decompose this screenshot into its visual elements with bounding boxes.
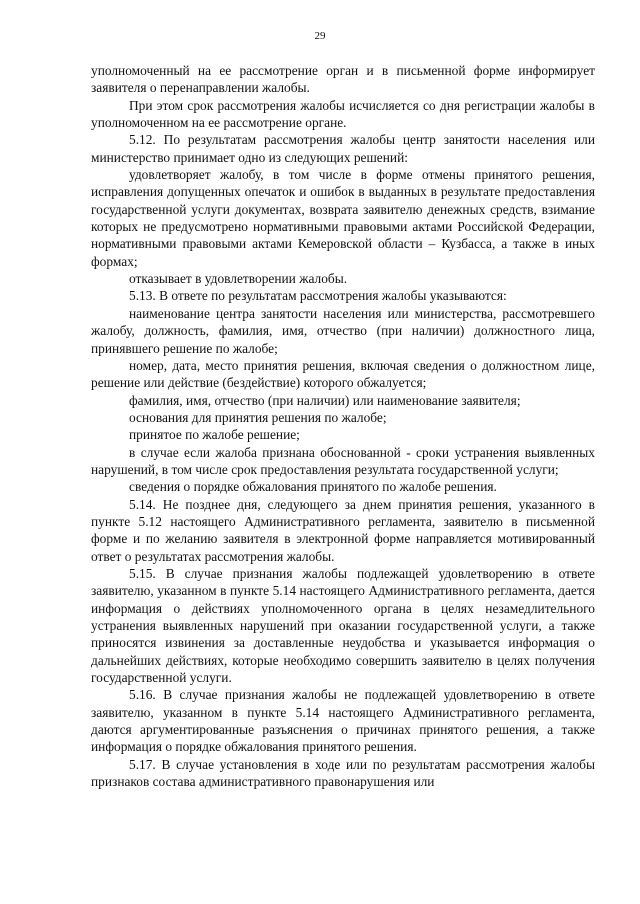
paragraph: принятое по жалобе решение; — [129, 427, 300, 443]
paragraph: фамилия, имя, отчество (при наличии) или наименование заявителя; — [129, 392, 521, 408]
paragraph: сведения о порядке обжалования принятого по жалобе решения. — [129, 479, 497, 495]
page-number: 29 — [314, 30, 326, 42]
paragraph: 5.16. В случае признания жалобы не подлежащей удовлетворению в ответе заявителю, указанном в пункте 5.14 настоящего Административного регламента, даются аргументированные разъяснения о причинах принятого решения, а также информация о порядке обжалования принятого решения. — [91, 687, 595, 755]
paragraph: 5.12. По результатам рассмотрения жалобы центр занятости населения или министерство принимает одно из следующих решений: — [91, 132, 595, 165]
paragraph: удовлетворяет жалобу, в том числе в форме отмены принятого решения, исправления допущенных опечаток и ошибок в выданных в результате предоставления государственной услуги документах, возврата заявителю денежных средств, взимание которых не предусмотрено нормативными правовыми актами Российской Федерации, нормативными правовыми актами Кемеровской области – Кузбасса, а также в иных формах; — [91, 167, 595, 269]
paragraph: в случае если жалоба признана обоснованной - сроки устранения выявленных нарушений, в том числе срок предоставления результата государственной услуги; — [91, 444, 595, 477]
paragraph: 5.14. Не позднее дня, следующего за днем принятия решения, указанного в пункте 5.12 настоящего Административного регламента, заявителю в письменной форме и по желанию заявителя в электронной форме направляется мотивированный ответ о результатах рассмотрения жалобы. — [91, 496, 595, 564]
paragraph: номер, дата, место принятия решения, включая сведения о должностном лице, решение или действие (бездействие) которого обжалуется; — [91, 357, 595, 391]
paragraph: основания для принятия решения по жалобе; — [129, 409, 387, 425]
document-body — [91, 62, 595, 790]
paragraph: При этом срок рассмотрения жалобы исчисляется со дня регистрации жалобы в уполномоченном на ее рассмотрение органе. — [91, 97, 595, 131]
paragraph: уполномоченный на ее рассмотрение орган и в письменной форме информирует заявителя о перенаправлении жалобы. — [91, 63, 595, 96]
paragraph: наименование центра занятости населения или министерства, рассмотревшего жалобу, должность, фамилия, имя, отчество (при наличии) должностного лица, принявшего решение по жалобе; — [91, 305, 595, 356]
paragraph: 5.17. В случае установления в ходе или по результатам рассмотрения жалобы признаков состава административного правонарушения или — [91, 756, 595, 790]
paragraph: 5.15. В случае признания жалобы подлежащей удовлетворению в ответе заявителю, указанном в пункте 5.14 настоящего Административного регламента, дается информация о действиях уполномоченного органа в целях незамедлительного устранения выявленных нарушений при оказании государственной услуги, а также приносятся извинения за доставленные неудобства и указывается информация о дальнейших действиях, которые необходимо совершить заявителю в целях получения государственной услуги. — [91, 565, 595, 686]
paragraph: отказывает в удовлетворении жалобы. — [129, 271, 348, 287]
paragraph: 5.13. В ответе по результатам рассмотрения жалобы указываются: — [129, 288, 507, 304]
